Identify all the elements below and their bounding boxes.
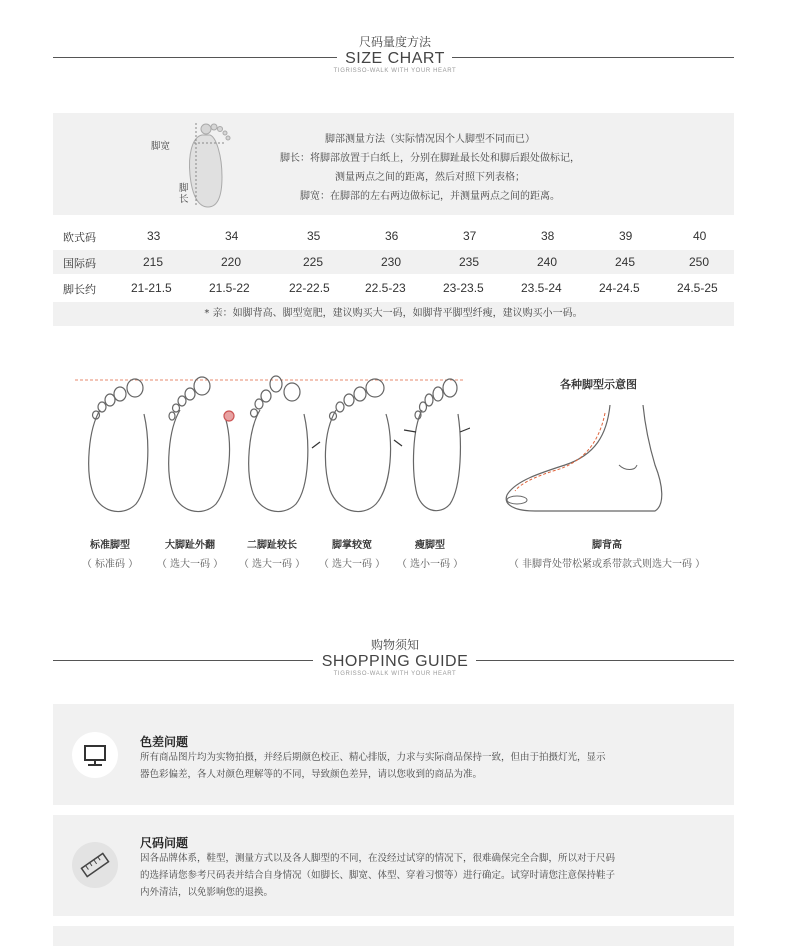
foot-type-wide xyxy=(319,536,385,570)
table-cell: 22-22.5 xyxy=(289,281,330,295)
guide-text-line: 所有商品图片均为实物拍摄，并经后期颜色校正、精心排版，力求与实际商品保持一致，但由于拍摄灯光，显示 xyxy=(140,752,606,763)
table-cell: 250 xyxy=(689,255,710,269)
foot-type-advice: （ 选大一码 ） xyxy=(238,559,306,570)
guide-text-line: 因各品牌体系，鞋型，测量方式以及各人脚型的不同，在没经过试穿的情况下，很难确保完全合脚，所以对于尺码 xyxy=(140,853,616,864)
high-instep-illustration xyxy=(495,405,675,525)
table-cell: 225 xyxy=(303,255,324,269)
foot-type-bunion xyxy=(157,536,223,570)
shopping-guide-title-cn: 购物须知 xyxy=(370,638,419,652)
size-note: * 亲：如脚背高、脚型宽肥，建议购买大一码，如脚背平脚型纤瘦，建议购买小一码。 xyxy=(53,302,734,326)
guide-text-line: 器色彩偏差，各人对颜色理解等的不同，导致颜色差异，请以您收到的商品为准。 xyxy=(140,769,483,780)
foot-length-label: 脚长 xyxy=(179,183,189,205)
table-cell: 21-21.5 xyxy=(131,281,172,295)
table-cell: 23-23.5 xyxy=(443,281,484,295)
foot-type-long-second-toe xyxy=(239,536,305,570)
table-cell: 38 xyxy=(541,229,555,243)
guide-title: 色差问题 xyxy=(140,735,189,749)
table-row-eu xyxy=(53,224,734,248)
foot-types-diagram-title: 各种脚型示意图 xyxy=(560,378,637,391)
guide-text-line: 的选择请您参考尺码表并结合自身情况（如脚长、脚宽、体型、穿着习惯等）进行确定。试穿时请您注意保持鞋子 xyxy=(140,870,616,881)
row-label: 欧式码 xyxy=(63,231,96,244)
table-cell: 215 xyxy=(143,255,164,269)
table-cell: 24-24.5 xyxy=(599,281,640,295)
foot-type-advice: （ 非脚背处带松紧或系带款式则选大一码 ） xyxy=(508,559,706,570)
table-cell: 37 xyxy=(463,229,477,243)
table-cell: 23.5-24 xyxy=(521,281,562,295)
foot-type-slim xyxy=(397,536,463,570)
foot-outline-wide xyxy=(312,379,402,512)
instruction-line: 脚长：将脚部放置于白纸上，分别在脚趾最长处和脚后跟处做标记， xyxy=(280,153,580,164)
foot-measure-illustration xyxy=(150,115,240,213)
shopping-guide-header xyxy=(0,636,790,677)
divider-left xyxy=(53,57,337,58)
divider-right xyxy=(452,57,734,58)
table-cell: 220 xyxy=(221,255,242,269)
guide-item-next xyxy=(53,926,734,946)
table-cell: 230 xyxy=(381,255,402,269)
table-cell: 40 xyxy=(693,229,707,243)
foot-types-illustration xyxy=(70,370,470,530)
table-cell: 21.5-22 xyxy=(209,281,250,295)
guide-text xyxy=(140,850,720,901)
shopping-guide-subtitle: TIGRISSO-WALK WITH YOUR HEART xyxy=(333,671,457,677)
divider-left xyxy=(53,660,313,661)
foot-outline-slim xyxy=(404,379,470,511)
table-row-intl xyxy=(53,250,734,274)
foot-type-advice: （ 选小一码 ） xyxy=(396,559,464,570)
monitor-icon xyxy=(72,732,118,778)
table-cell: 245 xyxy=(615,255,636,269)
foot-type-advice: （ 选大一码 ） xyxy=(156,559,224,570)
foot-type-standard xyxy=(82,536,138,570)
measurement-instructions xyxy=(230,130,630,206)
table-row-length xyxy=(53,276,734,300)
instruction-line: 脚宽：在脚部的左右两边做标记，并测量两点之间的距离。 xyxy=(300,191,560,202)
foot-outline-bunion xyxy=(169,377,234,512)
foot-width-label: 脚宽 xyxy=(151,141,171,152)
table-cell: 36 xyxy=(385,229,399,243)
table-cell: 39 xyxy=(619,229,633,243)
table-cell: 35 xyxy=(307,229,321,243)
guide-text xyxy=(140,749,720,783)
shopping-guide-title-en: SHOPPING GUIDE xyxy=(321,653,469,670)
table-cell: 235 xyxy=(459,255,480,269)
table-cell: 34 xyxy=(225,229,239,243)
foot-type-advice: （ 标准码 ） xyxy=(81,559,139,570)
foot-type-high-instep xyxy=(509,536,705,570)
foot-type-name: 大脚趾外翻 xyxy=(164,540,215,551)
guide-title: 尺码问题 xyxy=(140,836,189,850)
foot-outline-standard xyxy=(89,379,148,512)
instruction-line: 测量两点之间的距离，然后对照下列表格； xyxy=(335,172,525,183)
instruction-line: 脚部测量方法（实际情况因个人脚型不同而已） xyxy=(325,134,535,145)
foot-outline-long-second-toe xyxy=(249,376,308,512)
size-chart-title-en: SIZE CHART xyxy=(345,50,445,67)
foot-type-name: 二脚趾较长 xyxy=(246,540,297,551)
ruler-icon xyxy=(72,842,118,888)
table-cell: 240 xyxy=(537,255,558,269)
guide-text-line: 内外清洁，以免影响您的退换。 xyxy=(140,887,274,898)
foot-type-name: 瘦脚型 xyxy=(414,540,445,551)
size-chart-subtitle: TIGRISSO-WALK WITH YOUR HEART xyxy=(333,68,457,74)
row-label: 国际码 xyxy=(63,257,96,270)
divider-right xyxy=(476,660,734,661)
foot-type-name: 脚掌较宽 xyxy=(331,540,372,551)
size-chart-header xyxy=(0,33,790,74)
table-cell: 24.5-25 xyxy=(677,281,718,295)
foot-type-advice: （ 选大一码 ） xyxy=(318,559,386,570)
foot-type-name: 标准脚型 xyxy=(89,540,130,551)
table-cell: 33 xyxy=(147,229,161,243)
row-label: 脚长约 xyxy=(63,283,96,296)
size-chart-title-cn: 尺码量度方法 xyxy=(358,35,431,49)
table-cell: 22.5-23 xyxy=(365,281,406,295)
foot-type-name: 脚背高 xyxy=(591,540,622,551)
